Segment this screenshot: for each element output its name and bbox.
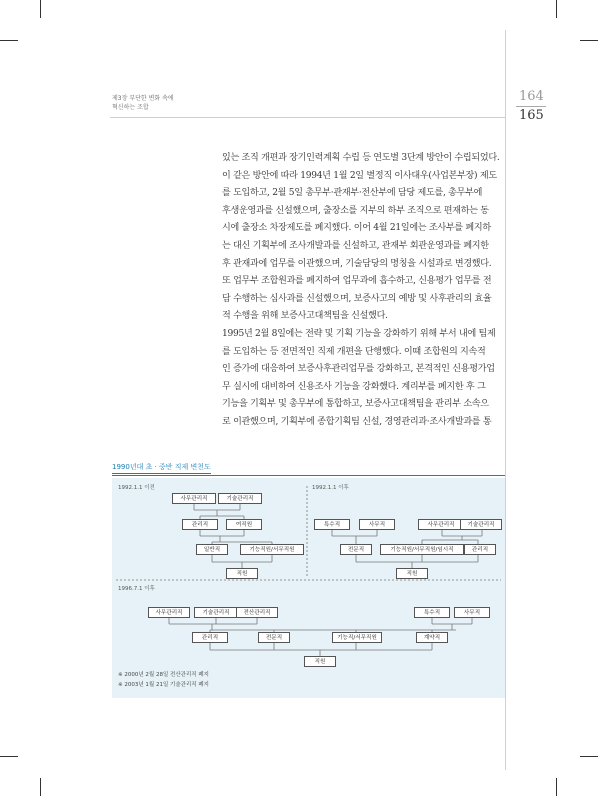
- node-professional: 전문직: [258, 632, 290, 643]
- body-line: 기능을 기획부 및 총무부에 통합하고, 보증사고대책팀을 관리부 소속으: [222, 399, 489, 410]
- section-label-after-1996: 1996.7.1 이후: [118, 586, 155, 592]
- body-line: 적 수행을 위해 보증사고대책팀을 신설했다.: [222, 311, 388, 322]
- node-female-staff: 여직원: [226, 519, 262, 530]
- org-chart-diagram: [112, 478, 505, 698]
- section-label-after-1992: 1992.1.1 이후: [312, 485, 349, 491]
- node-management: 관리직: [192, 632, 228, 643]
- body-text: [222, 150, 505, 432]
- running-header-line1: 제3장 부단한 변화 속에: [112, 95, 174, 102]
- crop-mark: [40, 0, 41, 18]
- node-office-management: 사무관리직: [172, 493, 216, 504]
- body-line: 를 도입하고, 2월 5일 총무부·관재부·전산부에 담당 제도를, 총무부에: [222, 188, 483, 199]
- body-line: 1995년 2월 8일에는 전략 및 기획 기능을 강화하기 위해 부서 내에 팀제: [222, 328, 496, 339]
- body-line: 또 업무부 조합원과를 폐지하여 업무과에 흡수하고, 신용평가 업무를 전: [222, 276, 492, 287]
- node-contract: 계약직: [416, 632, 448, 643]
- section-label-before-1992: 1992.1.1 이전: [118, 485, 155, 491]
- crop-mark: [556, 778, 557, 796]
- node-management: 관리직: [464, 544, 496, 555]
- body-line: 무 실시에 대비하여 신용조사 기능을 강화했다. 계리부를 폐지한 후 그: [222, 381, 486, 392]
- body-line: 이 같은 방안에 따라 1994년 1월 2일 별정직 이사대우(사업본부장) 제도: [222, 170, 497, 181]
- node-technical-management: 기술관리직: [218, 493, 262, 504]
- node-employee: 직원: [396, 568, 428, 579]
- body-line: 후생운영과를 신설했으며, 출장소를 지부의 하부 조직으로 편재하는 동: [222, 205, 489, 216]
- crop-mark: [580, 756, 598, 757]
- figure-note: ※ 2003년 1월 21일 기술관리직 폐지: [118, 682, 209, 688]
- page-number-rule: [516, 106, 546, 107]
- node-functional-clerical-temp: 기능직원/서무직원/임시직: [380, 544, 464, 555]
- page-number-left: 164: [519, 89, 544, 104]
- node-computing-management: 전산관리직: [236, 607, 278, 618]
- body-line: 로 이관했으며, 기획부에 종합기획팀 신설, 경영관리과·조사개발과를 통: [222, 416, 492, 427]
- figure-note: ※ 2000년 2월 28일 전산관리직 폐지: [118, 672, 209, 678]
- node-office: 사무직: [454, 607, 490, 618]
- node-special: 특수직: [414, 607, 450, 618]
- body-line: 있는 조직 개편과 장기인력계획 수립 등 연도별 3단계 방안이 수립되었다.: [222, 153, 500, 163]
- running-header: [112, 94, 174, 112]
- node-special: 특수직: [314, 519, 350, 530]
- crop-mark: [580, 40, 598, 41]
- node-employee: 직원: [304, 656, 336, 667]
- figure-title-rule: [112, 475, 505, 476]
- body-line: 시에 출장소 차장제도를 폐지했다. 이어 4월 21일에는 조사부를 폐지하: [222, 223, 491, 234]
- body-line: 는 대신 기획부에 조사개발과를 신설하고, 관재부 회관운영과를 폐지한: [222, 240, 489, 251]
- figure-title: 1990년대 초 · 중반 직제 변천도: [112, 462, 211, 474]
- node-professional: 전문직: [340, 544, 372, 555]
- node-office: 사무직: [359, 519, 395, 530]
- header-rule: [110, 117, 505, 118]
- spine-line: [505, 30, 506, 770]
- node-technical-management: 기술관리직: [460, 519, 502, 530]
- crop-mark: [0, 756, 18, 757]
- crop-mark: [556, 0, 557, 18]
- node-functional-clerical: 기능직/서무직원: [332, 632, 382, 643]
- crop-mark: [40, 778, 41, 796]
- node-employee: 직원: [226, 568, 258, 579]
- node-technical-management: 기술관리직: [194, 607, 238, 618]
- body-line: 후 관재과에 업무를 이관했으며, 기술담당의 명칭을 시설과로 변경했다.: [222, 258, 492, 269]
- node-general: 일반직: [196, 544, 228, 555]
- crop-mark: [0, 40, 18, 41]
- body-line: 담 수행하는 심사과를 신설했으며, 보증사고의 예방 및 사후관리의 효율: [222, 293, 492, 304]
- node-office-management: 사무관리직: [148, 607, 190, 618]
- node-office-management: 사무관리직: [418, 519, 464, 530]
- node-functional-clerical: 기능직원/서무직원: [240, 544, 304, 555]
- page-number-right: 165: [519, 108, 544, 123]
- node-management: 관리직: [182, 519, 218, 530]
- running-header-line2: 혁신하는 조합: [112, 104, 149, 111]
- body-line: 인 증가에 대응하여 보증사후관리업무를 강화하고, 본격적인 신용평가업: [222, 364, 495, 375]
- body-line: 를 도입하는 등 전면적인 직제 개편을 단행했다. 이때 조합원의 지속적: [222, 346, 486, 357]
